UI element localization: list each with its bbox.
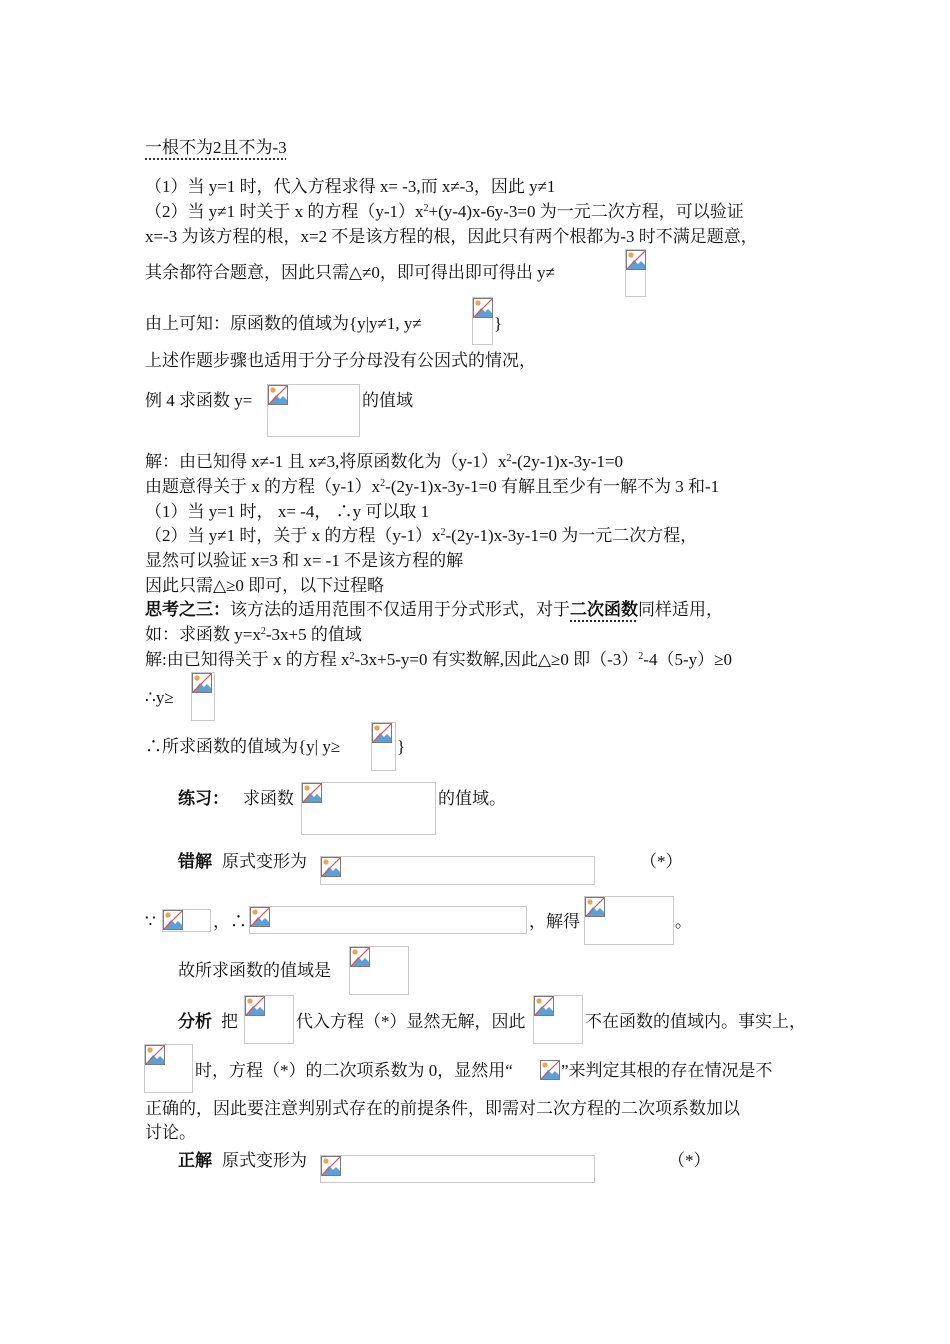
section-heading: 错解 [178, 852, 212, 871]
exponent: 2 [423, 203, 429, 214]
formula-image [320, 856, 595, 885]
formula-image [162, 909, 211, 932]
line-correct-solution: 正解 原式变形为 [178, 1151, 307, 1170]
formula-image [584, 896, 674, 945]
formula-image [533, 995, 583, 1044]
text-coefficient-end: ”来判定其根的存在情况是不 [561, 1061, 773, 1080]
formula-image [244, 995, 294, 1044]
line-wrong-solution: 错解 原式变形为 [178, 852, 307, 871]
formula-image [191, 672, 215, 721]
formula-image [301, 782, 436, 835]
text-solve: ，解得 [529, 912, 580, 931]
line-solution: 解：由已知得 x≠-1 且 x≠3,将原函数化为$(y-1)x^2-(2y-1)x-3y-1=0$ [145, 452, 624, 471]
text-analysis-end: 不在函数的值域内。事实上， [585, 1012, 806, 1031]
broken-image-icon [163, 910, 183, 930]
formula-image [472, 297, 493, 345]
line-analysis: 分析 把 [178, 1012, 238, 1031]
line-exercise-suffix: 的值域。 [438, 789, 506, 808]
line-verify2: 显然可以验证 x=3 和 x= -1 不是该方程的解 [145, 551, 464, 570]
formula-image [540, 1060, 560, 1080]
line-exercise: 练习： 求函数 [178, 789, 294, 808]
broken-image-icon [268, 385, 288, 405]
text-therefore: ，∴ [213, 912, 247, 931]
section-heading: 分析 [178, 1012, 212, 1031]
broken-image-icon [473, 298, 493, 318]
broken-image-icon [534, 996, 554, 1016]
section-heading: 思考之三： [145, 600, 230, 619]
emphasized-text: 一根不为2且不为-3 [145, 138, 287, 157]
line-case1b: （1）当 y=1 时， x= -4， ∴y 可以取 1 [145, 502, 430, 521]
equation-tag: （*） [640, 852, 683, 871]
line-discuss: 讨论。 [145, 1123, 196, 1142]
formula-image [144, 1044, 193, 1093]
equation-tag: （*） [668, 1151, 711, 1170]
line-wrong-range: 故所求函数的值域是 [178, 961, 331, 980]
line-example-quadratic: 如：求函数 $y=x^2-3x+5$ 的值域 [145, 625, 362, 644]
closing-brace: } [494, 314, 503, 333]
broken-image-icon [585, 897, 605, 917]
broken-image-icon [145, 1045, 165, 1065]
line-omit: 因此只需△≥0 即可，以下过程略 [145, 576, 385, 595]
formula-image [320, 1155, 595, 1183]
formula-image [625, 249, 646, 297]
broken-image-icon [321, 857, 341, 877]
broken-image-icon [540, 1060, 560, 1080]
section-heading: 练习： [178, 789, 229, 808]
closing-brace: } [397, 737, 406, 756]
line-solution-quadratic: 解:由已知得关于 x 的方程 $x^2-3x+5-y=0$ 有实数解,因此△≥0 即$(-3)^2-4(5-y)\ge 0$ [145, 650, 732, 669]
line-explanation: 正确的，因此要注意判别式存在的前提条件，即需对二次方程的二次项系数加以 [145, 1099, 740, 1118]
broken-image-icon [192, 673, 212, 693]
line-because: ∵ [145, 912, 156, 931]
line-condition: 由题意得关于 x 的方程$(y-1)x^2-(2y-1)x-3y-1=0$ 有解且至少有一解不为 3 和-1 [145, 477, 720, 496]
formula-image [249, 906, 527, 934]
line-verify: x=-3 为该方程的根，x=2 不是该方程的根，因此只有两个根都为-3 时不满足题意， [145, 227, 758, 246]
broken-image-icon [250, 907, 270, 927]
broken-image-icon [321, 1156, 341, 1176]
line-note: 上述作题步骤也适用于分子分母没有公因式的情况， [145, 351, 536, 370]
line-case2: （2）当 y≠1 时关于 x 的方程$(y-1)x^2+(y-4)x-6y-3=0$ 为一元二次方程，可以验证 [145, 202, 744, 221]
formula-image [267, 384, 360, 437]
line-example4: 例 4 求函数 y= [145, 391, 253, 410]
broken-image-icon [626, 250, 646, 270]
broken-image-icon [245, 996, 265, 1016]
period: 。 [675, 912, 692, 931]
line-conclusion: 其余都符合题意，因此只需△≠0，即可得出即可得出 y≠ [145, 263, 555, 282]
line-root-condition [145, 137, 287, 159]
broken-image-icon [302, 783, 322, 803]
text-analysis-mid: 代入方程（*）显然无解，因此 [296, 1012, 526, 1031]
line-coefficient: 时，方程（*）的二次项系数为 0，显然用“ [195, 1061, 513, 1080]
broken-image-icon [372, 723, 392, 743]
line-final-range: ∴所求函数的值域为{y| y≥ [145, 737, 341, 756]
formula-image [371, 722, 396, 771]
line-case2b: （2）当 y≠1 时，关于 x 的方程$(y-1)x^2-(2y-1)x-3y-1=0$ 为一元二次方程， [145, 526, 698, 545]
emphasized-text: 二次函数 [570, 600, 638, 619]
line-example4-suffix: 的值域 [362, 391, 413, 410]
line-range: 由上可知：原函数的值域为{y|y≠1, y≠ [145, 314, 422, 333]
line-thought3: 思考之三：该方法的适用范围不仅适用于分式形式，对于二次函数同样适用， [145, 600, 723, 619]
line-therefore-y: ∴y≥ [145, 688, 174, 707]
section-heading: 正解 [178, 1151, 212, 1170]
broken-image-icon [350, 947, 370, 967]
line-case1: （1）当 y=1 时，代入方程求得 x= -3,而 x≠-3，因此 y≠1 [145, 177, 556, 196]
formula-image [349, 946, 409, 995]
